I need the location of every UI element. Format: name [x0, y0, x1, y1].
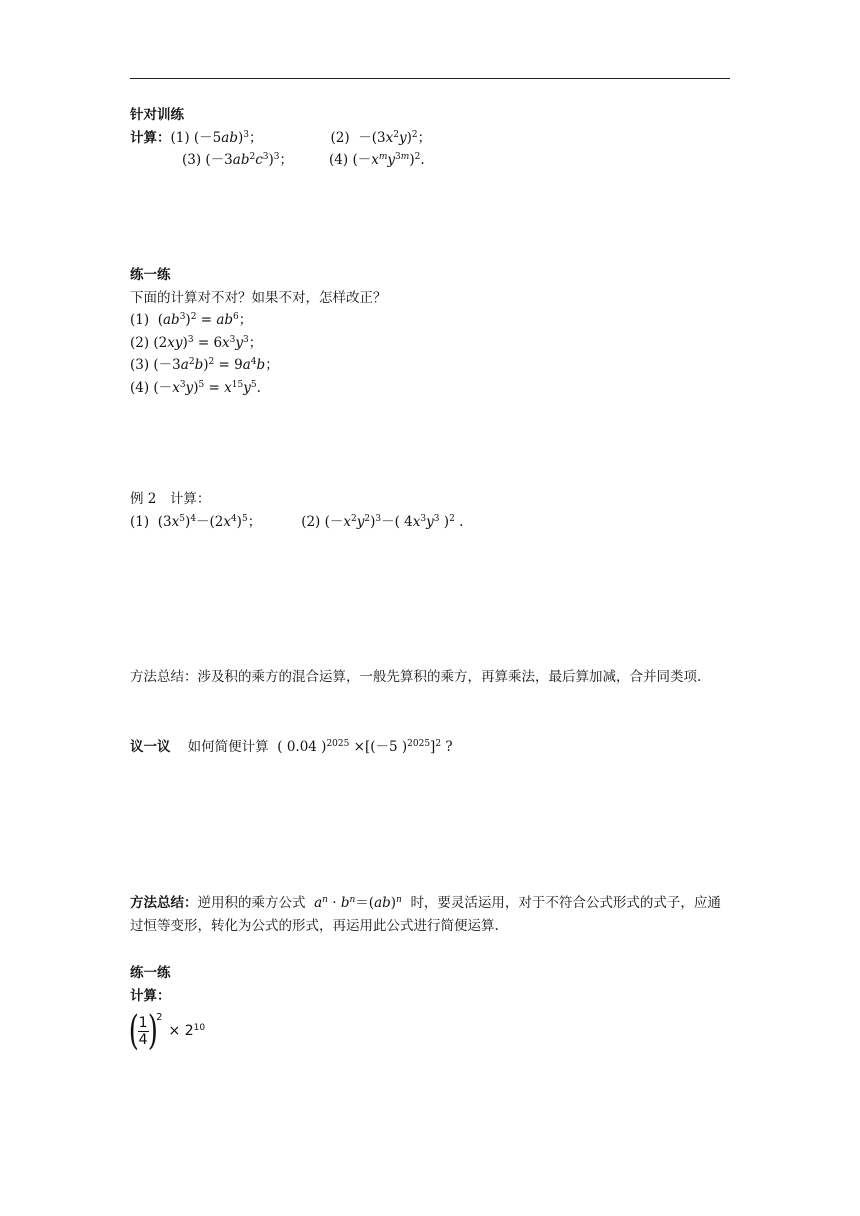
fraction-expression [128, 1008, 206, 1054]
problem-line-1: 计算：(1) $(-5ab)^3$； $(2) -(3x^2y)^2$； [130, 129, 432, 146]
section-practice-2 [128, 962, 206, 1054]
question-text: 下面的计算对不对？如果不对，怎样改正？ [130, 289, 387, 306]
section-title: 例 2 计算： [130, 491, 211, 507]
item-index: (4) [130, 379, 150, 396]
calc-label: 计算： [130, 987, 171, 1004]
problem-index: (3) [182, 152, 202, 168]
summary-text-b: 时，要灵活运用，对于不符合公式形式的式子，应通过恒等变形，转化为公式的形式，再运用此公式进行简便运算. [130, 895, 721, 934]
method-summary-2: 方法总结：逆用积的乘方公式 $a^n \cdot b^n=(ab)^n$ 时，要灵活运用，对于不符合公式形式的式子，应通过恒等变形，转化为公式的形式，再运用此公式进行简便运算. [130, 895, 721, 934]
fraction-power: ( $\frac{1}{4}$ ) 2 × $2^{10}$ [128, 1008, 206, 1054]
item-index: (1) [130, 312, 150, 328]
item-3: (3) $(-3a^2b)^2 = 9a^4b$； [130, 357, 279, 373]
summary-label: 方法总结： [130, 895, 198, 911]
header-rule [130, 78, 730, 79]
item-index: (1) [130, 513, 150, 530]
problem-index: (2) [330, 129, 350, 146]
method-summary-1 [130, 666, 730, 689]
section-title: 练一练 [130, 965, 171, 981]
item-4: (4) $(-x^3y)^5 = x^{15}y^5$. [130, 379, 261, 396]
discuss-label: 议一议 [130, 739, 171, 755]
example-line: (1) $(3x^5)^4-(2x^4)^5$； (2) $(-x^2y^2)^3-$( $4x^3y^3$ )$^2$ . [130, 513, 464, 530]
section-example-2 [130, 488, 463, 533]
problem-index: (4) [329, 152, 349, 168]
item-index: (2) [130, 334, 150, 351]
section-targeted-practice [130, 104, 431, 172]
summary-text: 方法总结：涉及积的乘方的混合运算，一般先算积的乘方，再算乘法，最后算加减，合并同类项. [130, 669, 702, 685]
calc-label: 计算： [130, 129, 171, 146]
section-title: 针对训练 [130, 107, 184, 123]
section-discuss: 议一议 如何简便计算 ( 0.04 )$^{2025}$ ×[(－5 )$^{2025}$]$^2$ ? [130, 739, 453, 755]
summary-text-a: 逆用积的乘方公式 [197, 895, 306, 911]
item-index: (2) [301, 513, 321, 530]
problem-index: (1) [170, 129, 190, 146]
discuss-text: 如何简便计算 [187, 739, 269, 755]
section-title: 练一练 [130, 267, 171, 283]
item-2: (2) $(2xy)^3 = 6x^3y^3$； [130, 334, 263, 351]
item-1: (1) $(ab^3)^2 = ab^6$； [130, 312, 253, 328]
item-index: (3) [130, 357, 150, 373]
problem-line-2: (3) $(-3ab^2c^3)^3$； (4) $(-x^my^{3m})^2$. [182, 152, 425, 168]
section-practice-1 [130, 264, 387, 399]
